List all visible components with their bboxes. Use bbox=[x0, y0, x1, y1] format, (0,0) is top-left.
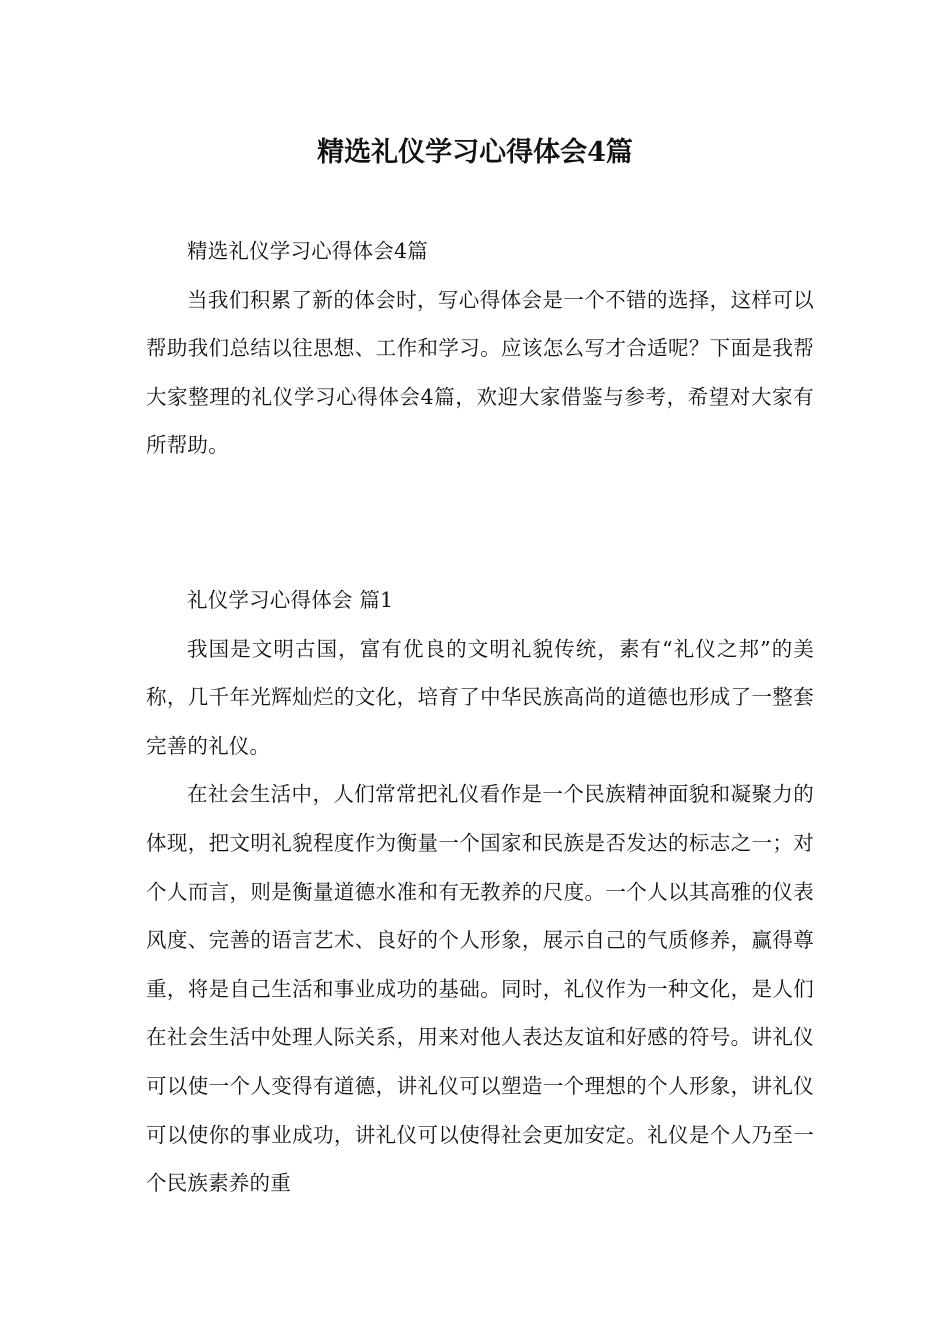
section-1 bbox=[146, 576, 814, 1208]
section-1-heading: 礼仪学习心得体会 篇1 bbox=[187, 588, 394, 612]
intro-paragraph: 当我们积累了新的体会时，写心得体会是一个不错的选择，这样可以帮助我们总结以往思想、工作和学习。应该怎么写才合适呢？下面是我帮大家整理的礼仪学习心得体会4篇，欢迎大家借鉴与参考，希望对大家有所帮助。 bbox=[146, 287, 814, 458]
intro-heading: 精选礼仪学习心得体会4篇 bbox=[187, 239, 428, 263]
document-title: 精选礼仪学习心得体会4篇 bbox=[317, 137, 633, 168]
intro-section bbox=[146, 227, 814, 470]
section-1-paragraph-1: 我国是文明古国，富有优良的文明礼貌传统，素有“礼仪之邦”的美称，几千年光辉灿烂的文化，培育了中华民族高尚的道德也形成了一整套完善的礼仪。 bbox=[146, 636, 814, 758]
section-1-paragraph-2: 在社会生活中，人们常常把礼仪看作是一个民族精神面貌和凝聚力的体现，把文明礼貌程度作为衡量一个国家和民族是否发达的标志之一；对个人而言，则是衡量道德水准和有无教养的尺度。一个人以其高雅的仪表风度、完善的语言艺术、良好的个人形象，展示自己的气质修养，赢得尊重，将是自己生活和事业成功的基础。同时，礼仪作为一种文化，是人们在社会生活中处理人际关系，用来对他人表达友谊和好感的符号。讲礼仪可以使一个人变得有道德，讲礼仪可以塑造一个理想的个人形象，讲礼仪可以使你的事业成功，讲礼仪可以使得社会更加安定。礼仪是个人乃至一个民族素养的重 bbox=[146, 782, 814, 1196]
